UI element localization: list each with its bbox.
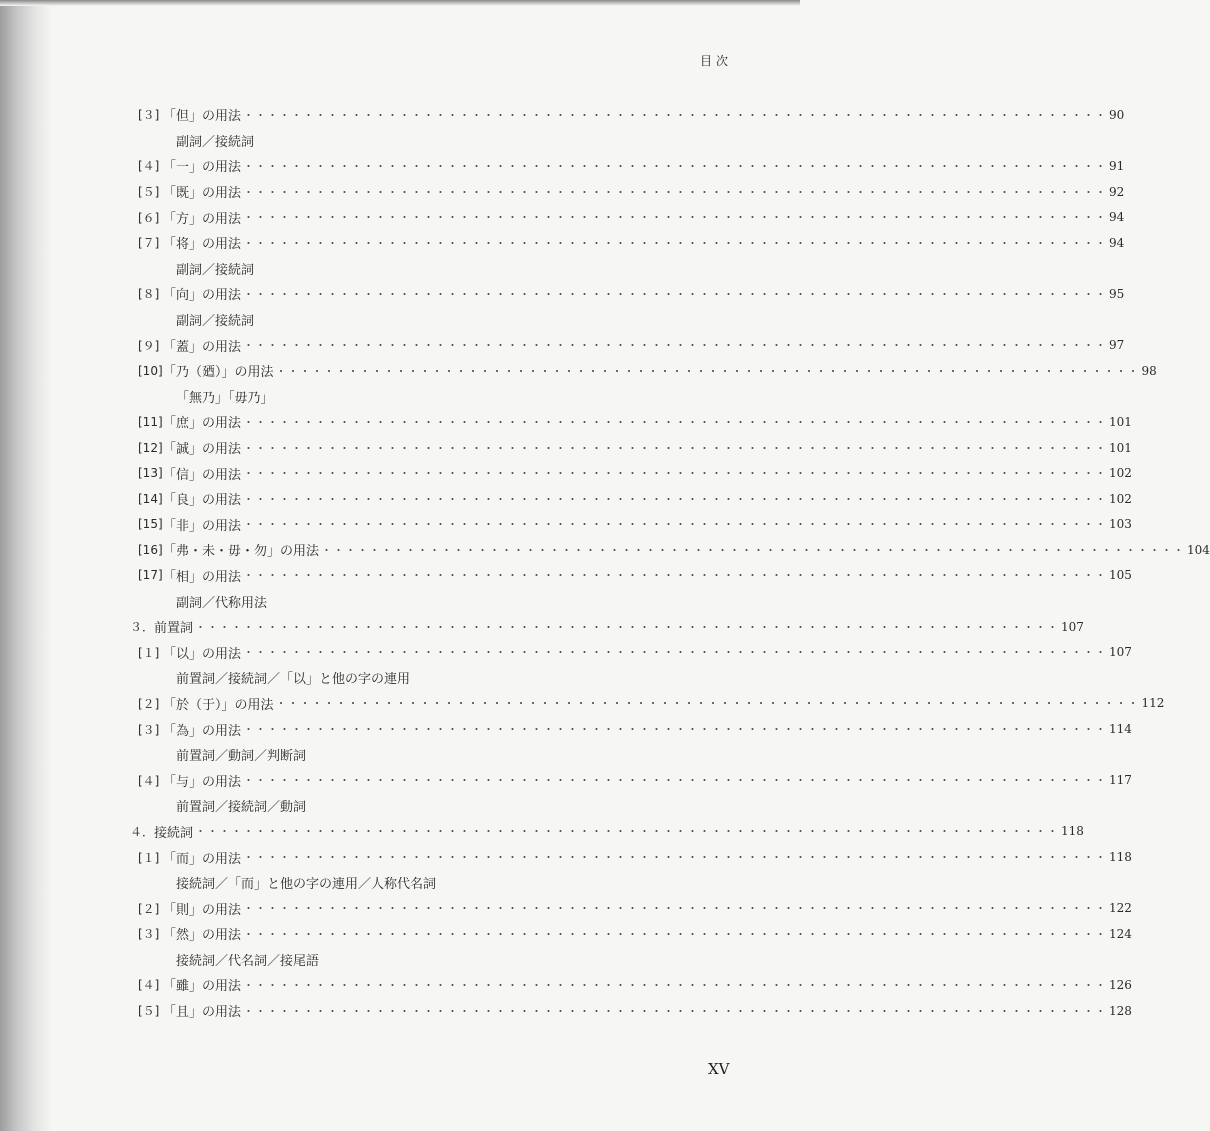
toc-entry-number: [８] — [138, 287, 160, 302]
toc-entry-number: [１] — [138, 645, 160, 660]
dot-leader: ・・・・・・・・・・・・・・・・・・・・・・・・・・・・・・・・・・・・・・・・・・・・・・・・・・・・・・・・・・・・・・・・・・・・・・・・ — [243, 185, 1108, 199]
toc-page-number: 90 — [1109, 107, 1125, 122]
toc-page-number: 122 — [1109, 901, 1132, 916]
page-number: XV — [708, 1060, 730, 1078]
dot-leader: ・・・・・・・・・・・・・・・・・・・・・・・・・・・・・・・・・・・・・・・・・・・・・・・・・・・・・・・・・・・・・・・・・・・・・・・・ — [243, 569, 1108, 583]
toc-page-number: 101 — [1109, 440, 1132, 455]
toc-page-number: 95 — [1109, 286, 1125, 301]
toc-entry-number: [12] — [138, 440, 163, 455]
toc-entry-number: [７] — [138, 236, 160, 251]
toc-subentry-label: 前置詞／接続詞／「以」と他の字の連用 — [176, 672, 411, 688]
toc-entry-number: [６] — [138, 210, 160, 225]
toc-page-number: 103 — [1109, 517, 1132, 532]
dot-leader: ・・・・・・・・・・・・・・・・・・・・・・・・・・・・・・・・・・・・・・・・・・・・・・・・・・・・・・・・・・・・・・・・・・・・・・・・ — [243, 902, 1108, 916]
toc-entry-number: ３． — [130, 620, 155, 635]
toc-entry — [118, 204, 1125, 230]
toc-subentry — [118, 588, 723, 614]
dot-leader: ・・・・・・・・・・・・・・・・・・・・・・・・・・・・・・・・・・・・・・・・・・・・・・・・・・・・・・・・・・・・・・・・・・・・・・・・ — [243, 1004, 1108, 1018]
toc-subentry — [118, 128, 723, 154]
toc-entry-label: 「誠」の用法 — [163, 442, 242, 458]
toc-entry-label: 「既」の用法 — [163, 186, 242, 202]
toc-entry — [118, 767, 1132, 793]
toc-page-number: 128 — [1109, 1003, 1132, 1018]
toc-subentry — [118, 742, 723, 768]
toc-entry-label: 「以」の用法 — [163, 646, 242, 662]
toc-entry — [118, 179, 1125, 205]
toc-page-number: 102 — [1109, 491, 1132, 506]
toc-entry — [118, 435, 1132, 461]
toc-entry-label: 「然」の用法 — [163, 928, 242, 944]
toc-entry-label: 「向」の用法 — [163, 288, 242, 304]
dot-leader: ・・・・・・・・・・・・・・・・・・・・・・・・・・・・・・・・・・・・・・・・・・・・・・・・・・・・・・・・・・・・・・・・・・・・・・・・ — [321, 543, 1186, 557]
toc-entry — [118, 972, 1132, 998]
toc-entry-number: [16] — [138, 542, 163, 557]
toc-page-number: 102 — [1109, 466, 1132, 481]
toc-page-number: 104 — [1187, 542, 1210, 557]
toc-entry-number: [17] — [138, 568, 163, 583]
toc-entry-label: 「蓋」の用法 — [163, 339, 242, 355]
toc-entry-number: [３] — [138, 108, 160, 123]
toc-entry — [118, 409, 1132, 435]
toc-entry-label: 「信」の用法 — [163, 467, 242, 483]
toc-entry-number: [１] — [138, 850, 160, 865]
toc-entry-number: [５] — [138, 1004, 160, 1019]
toc-entry — [118, 716, 1132, 742]
toc-entry — [118, 230, 1125, 256]
toc-entry-label: 「但」の用法 — [163, 109, 242, 125]
toc-subentry-label: 副詞／接続詞 — [176, 314, 255, 330]
toc-section — [118, 819, 1084, 845]
toc-page-number: 117 — [1109, 773, 1132, 788]
toc-entry-label: 「為」の用法 — [163, 723, 242, 739]
toc-page-number: 107 — [1109, 645, 1132, 660]
toc-subentry-label: 副詞／接続詞 — [176, 134, 255, 150]
toc-entry — [118, 895, 1132, 921]
toc-entry-label: 「非」の用法 — [163, 518, 242, 534]
toc-entry — [118, 512, 1132, 538]
toc-entry-label: 「則」の用法 — [163, 902, 242, 918]
toc-entry-number: [13] — [138, 466, 163, 481]
dot-leader: ・・・・・・・・・・・・・・・・・・・・・・・・・・・・・・・・・・・・・・・・・・・・・・・・・・・・・・・・・・・・・・・・・・・・・・・・ — [243, 415, 1108, 429]
dot-leader: ・・・・・・・・・・・・・・・・・・・・・・・・・・・・・・・・・・・・・・・・・・・・・・・・・・・・・・・・・・・・・・・・・・・・・・・・ — [195, 825, 1060, 839]
dot-leader: ・・・・・・・・・・・・・・・・・・・・・・・・・・・・・・・・・・・・・・・・・・・・・・・・・・・・・・・・・・・・・・・・・・・・・・・・ — [243, 723, 1108, 737]
toc-subentry-label: 接続詞／代名詞／接尾語 — [176, 953, 320, 969]
toc-entry-number: [５] — [138, 185, 160, 200]
toc-entry — [118, 153, 1125, 179]
toc-entry — [118, 486, 1132, 512]
table-of-contents — [118, 102, 1210, 1023]
toc-entry-label: 「雖」の用法 — [163, 979, 242, 995]
dot-leader: ・・・・・・・・・・・・・・・・・・・・・・・・・・・・・・・・・・・・・・・・・・・・・・・・・・・・・・・・・・・・・・・・・・・・・・・・ — [243, 236, 1108, 250]
dot-leader: ・・・・・・・・・・・・・・・・・・・・・・・・・・・・・・・・・・・・・・・・・・・・・・・・・・・・・・・・・・・・・・・・・・・・・・・・ — [243, 978, 1108, 992]
dot-leader: ・・・・・・・・・・・・・・・・・・・・・・・・・・・・・・・・・・・・・・・・・・・・・・・・・・・・・・・・・・・・・・・・・・・・・・・・ — [243, 492, 1108, 506]
dot-leader: ・・・・・・・・・・・・・・・・・・・・・・・・・・・・・・・・・・・・・・・・・・・・・・・・・・・・・・・・・・・・・・・・・・・・・・・・ — [243, 518, 1108, 532]
dot-leader: ・・・・・・・・・・・・・・・・・・・・・・・・・・・・・・・・・・・・・・・・・・・・・・・・・・・・・・・・・・・・・・・・・・・・・・・・ — [243, 927, 1108, 941]
toc-entry — [118, 639, 1132, 665]
toc-entry-number: [10] — [138, 363, 163, 378]
toc-entry-label: 「一」の用法 — [163, 160, 242, 176]
toc-entry — [118, 460, 1132, 486]
toc-subentry-label: 接続詞／「而」と他の字の連用／人称代名詞 — [176, 877, 437, 893]
toc-page-number: 91 — [1109, 158, 1125, 173]
toc-entry-label: 「庶」の用法 — [163, 416, 242, 432]
toc-entry-label: 「且」の用法 — [163, 1005, 242, 1021]
toc-entry-number: [11] — [138, 414, 163, 429]
toc-entry — [118, 998, 1132, 1024]
toc-entry-number: [14] — [138, 491, 163, 506]
toc-page-number: 114 — [1109, 722, 1132, 737]
toc-entry-label: 「相」の用法 — [163, 569, 242, 585]
toc-page-number: 118 — [1109, 850, 1132, 865]
toc-page-number: 112 — [1141, 696, 1165, 711]
book-binding-shadow — [0, 0, 52, 1131]
toc-subentry — [118, 870, 723, 896]
toc-entry-label: 「方」の用法 — [163, 211, 242, 227]
toc-page-number: 126 — [1109, 977, 1132, 992]
toc-entry-number: [２] — [138, 696, 160, 711]
running-header: 目次 — [700, 54, 733, 68]
toc-entry — [118, 281, 1125, 307]
toc-page-number: 98 — [1141, 363, 1157, 378]
toc-subentry-label: 副詞／接続詞 — [176, 262, 255, 278]
toc-page-number: 92 — [1109, 184, 1125, 199]
dot-leader: ・・・・・・・・・・・・・・・・・・・・・・・・・・・・・・・・・・・・・・・・・・・・・・・・・・・・・・・・・・・・・・・・・・・・・・・・ — [195, 620, 1060, 634]
toc-subentry — [118, 256, 723, 282]
dot-leader: ・・・・・・・・・・・・・・・・・・・・・・・・・・・・・・・・・・・・・・・・・・・・・・・・・・・・・・・・・・・・・・・・・・・・・・・・ — [243, 441, 1108, 455]
toc-entry-label: 「於（于）」の用法 — [163, 697, 274, 713]
toc-entry — [118, 921, 1132, 947]
toc-entry — [118, 844, 1132, 870]
toc-entry — [118, 102, 1125, 128]
toc-subentry-label: 「無乃」「毋乃」 — [176, 390, 274, 406]
toc-entry-number: [４] — [138, 773, 160, 788]
toc-entry-number: [３] — [138, 927, 160, 942]
toc-subentry — [118, 947, 723, 973]
toc-page-number: 105 — [1109, 568, 1132, 583]
toc-entry-number: [３] — [138, 722, 160, 737]
dot-leader: ・・・・・・・・・・・・・・・・・・・・・・・・・・・・・・・・・・・・・・・・・・・・・・・・・・・・・・・・・・・・・・・・・・・・・・・・ — [243, 211, 1108, 225]
toc-page-number: 94 — [1109, 210, 1125, 225]
toc-entry-label: 「而」の用法 — [163, 851, 242, 867]
toc-entry-label: 接続詞 — [154, 825, 194, 841]
toc-subentry-label: 前置詞／動詞／判断詞 — [176, 749, 307, 765]
toc-entry-label: 「良」の用法 — [163, 493, 242, 509]
toc-entry — [118, 563, 1132, 589]
dot-leader: ・・・・・・・・・・・・・・・・・・・・・・・・・・・・・・・・・・・・・・・・・・・・・・・・・・・・・・・・・・・・・・・・・・・・・・・・ — [243, 467, 1108, 481]
toc-entry-number: [９] — [138, 338, 160, 353]
dot-leader: ・・・・・・・・・・・・・・・・・・・・・・・・・・・・・・・・・・・・・・・・・・・・・・・・・・・・・・・・・・・・・・・・・・・・・・・・ — [275, 364, 1140, 378]
toc-entry — [118, 537, 1210, 563]
toc-subentry-label: 前置詞／接続詞／動詞 — [176, 800, 307, 816]
toc-entry — [118, 332, 1125, 358]
toc-page-number: 118 — [1061, 824, 1084, 839]
toc-entry-label: 「乃（廼）」の用法 — [163, 365, 274, 381]
toc-entry-number: ４． — [130, 824, 155, 839]
toc-page-number: 94 — [1109, 235, 1125, 250]
toc-entry-number: [４] — [138, 159, 160, 174]
toc-entry-label: 「将」の用法 — [163, 237, 242, 253]
dot-leader: ・・・・・・・・・・・・・・・・・・・・・・・・・・・・・・・・・・・・・・・・・・・・・・・・・・・・・・・・・・・・・・・・・・・・・・・・ — [275, 697, 1140, 711]
dot-leader: ・・・・・・・・・・・・・・・・・・・・・・・・・・・・・・・・・・・・・・・・・・・・・・・・・・・・・・・・・・・・・・・・・・・・・・・・ — [243, 774, 1108, 788]
toc-entry — [118, 691, 1165, 717]
dot-leader: ・・・・・・・・・・・・・・・・・・・・・・・・・・・・・・・・・・・・・・・・・・・・・・・・・・・・・・・・・・・・・・・・・・・・・・・・ — [243, 108, 1108, 122]
toc-entry — [118, 358, 1157, 384]
toc-page-number: 101 — [1109, 414, 1132, 429]
toc-subentry — [118, 665, 723, 691]
dot-leader: ・・・・・・・・・・・・・・・・・・・・・・・・・・・・・・・・・・・・・・・・・・・・・・・・・・・・・・・・・・・・・・・・・・・・・・・・ — [243, 159, 1108, 173]
dot-leader: ・・・・・・・・・・・・・・・・・・・・・・・・・・・・・・・・・・・・・・・・・・・・・・・・・・・・・・・・・・・・・・・・・・・・・・・・ — [243, 851, 1108, 865]
toc-subentry-label: 副詞／代称用法 — [176, 595, 268, 611]
toc-page-number: 107 — [1061, 619, 1084, 634]
toc-entry-number: [４] — [138, 978, 160, 993]
toc-subentry — [118, 384, 723, 410]
dot-leader: ・・・・・・・・・・・・・・・・・・・・・・・・・・・・・・・・・・・・・・・・・・・・・・・・・・・・・・・・・・・・・・・・・・・・・・・・ — [243, 646, 1108, 660]
page-top-edge — [0, 0, 800, 6]
dot-leader: ・・・・・・・・・・・・・・・・・・・・・・・・・・・・・・・・・・・・・・・・・・・・・・・・・・・・・・・・・・・・・・・・・・・・・・・・ — [243, 339, 1108, 353]
toc-subentry — [118, 793, 723, 819]
dot-leader: ・・・・・・・・・・・・・・・・・・・・・・・・・・・・・・・・・・・・・・・・・・・・・・・・・・・・・・・・・・・・・・・・・・・・・・・・ — [243, 287, 1108, 301]
toc-subentry — [118, 307, 723, 333]
toc-entry-number: [２] — [138, 901, 160, 916]
toc-entry-label: 前置詞 — [154, 621, 194, 637]
toc-entry-number: [15] — [138, 517, 163, 532]
toc-entry-label: 「与」の用法 — [163, 774, 242, 790]
toc-page-number: 97 — [1109, 338, 1125, 353]
toc-section — [118, 614, 1084, 640]
toc-entry-label: 「弗・未・毋・勿」の用法 — [163, 544, 320, 560]
toc-page-number: 124 — [1109, 926, 1132, 941]
